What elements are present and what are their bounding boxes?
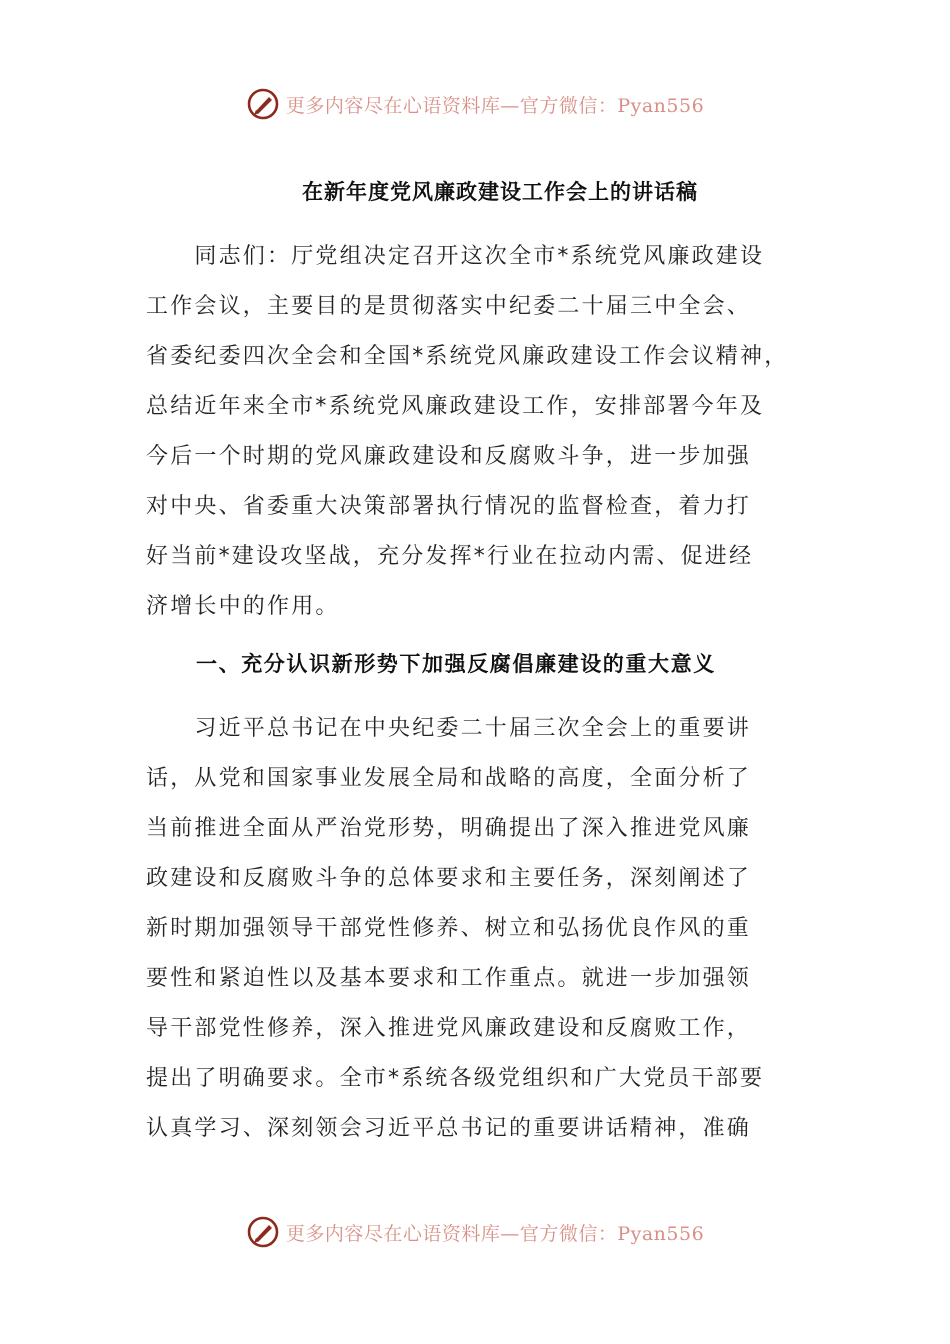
text-line: 总结近年来全市*系统党风廉政建设工作，安排部署今年及	[146, 394, 765, 419]
text-line: 济增长中的作用。	[146, 594, 340, 619]
footer-banner-text: 更多内容尽在心语资料库—官方微信：Pyan556	[285, 1222, 705, 1245]
text-line: 今后一个时期的党风廉政建设和反腐败斗争，进一步加强	[146, 444, 752, 469]
paragraph-1	[146, 238, 808, 638]
text-line: 同志们：厅党组决定召开这次全市*系统党风廉政建设	[146, 244, 765, 269]
text-line: 政建设和反腐败斗争的总体要求和主要任务，深刻阐述了	[146, 866, 752, 891]
text-line: 认真学习、深刻领会习近平总书记的重要讲话精神，准确	[146, 1116, 752, 1141]
text-line: 话，从党和国家事业发展全局和战略的高度，全面分析了	[146, 766, 752, 791]
text-line: 当前推进全面从严治党形势，明确提出了深入推进党风廉	[146, 816, 752, 841]
text-line: 对中央、省委重大决策部署执行情况的监督检查，着力打	[146, 494, 752, 519]
header-watermark-banner	[0, 84, 950, 124]
section-heading-1: 一、充分认识新形势下加强反腐倡廉建设的重大意义	[196, 652, 716, 676]
pen-circle-logo-icon	[246, 1215, 280, 1249]
text-line: 好当前*建设攻坚战，充分发挥*行业在拉动内需、促进经	[146, 544, 754, 569]
text-line: 新时期加强领导干部党性修养、树立和弘扬优良作风的重	[146, 916, 752, 941]
paragraph-2	[146, 710, 808, 1160]
pen-circle-logo-icon	[246, 87, 280, 121]
text-line: 要性和紧迫性以及基本要求和工作重点。就进一步加强领	[146, 966, 752, 991]
footer-watermark-banner	[0, 1212, 950, 1252]
document-title: 在新年度党风廉政建设工作会上的讲话稿	[302, 180, 698, 204]
text-line: 导干部党性修养，深入推进党风廉政建设和反腐败工作，	[146, 1016, 752, 1041]
text-line: 工作会议，主要目的是贯彻落实中纪委二十届三中全会、	[146, 294, 752, 319]
text-line: 省委纪委四次全会和全国*系统党风廉政建设工作会议精神，	[146, 344, 789, 369]
text-line: 习近平总书记在中央纪委二十届三次全会上的重要讲	[146, 716, 752, 741]
text-line: 提出了明确要求。全市*系统各级党组织和广大党员干部要	[146, 1066, 765, 1091]
header-banner-text: 更多内容尽在心语资料库—官方微信：Pyan556	[285, 94, 705, 117]
